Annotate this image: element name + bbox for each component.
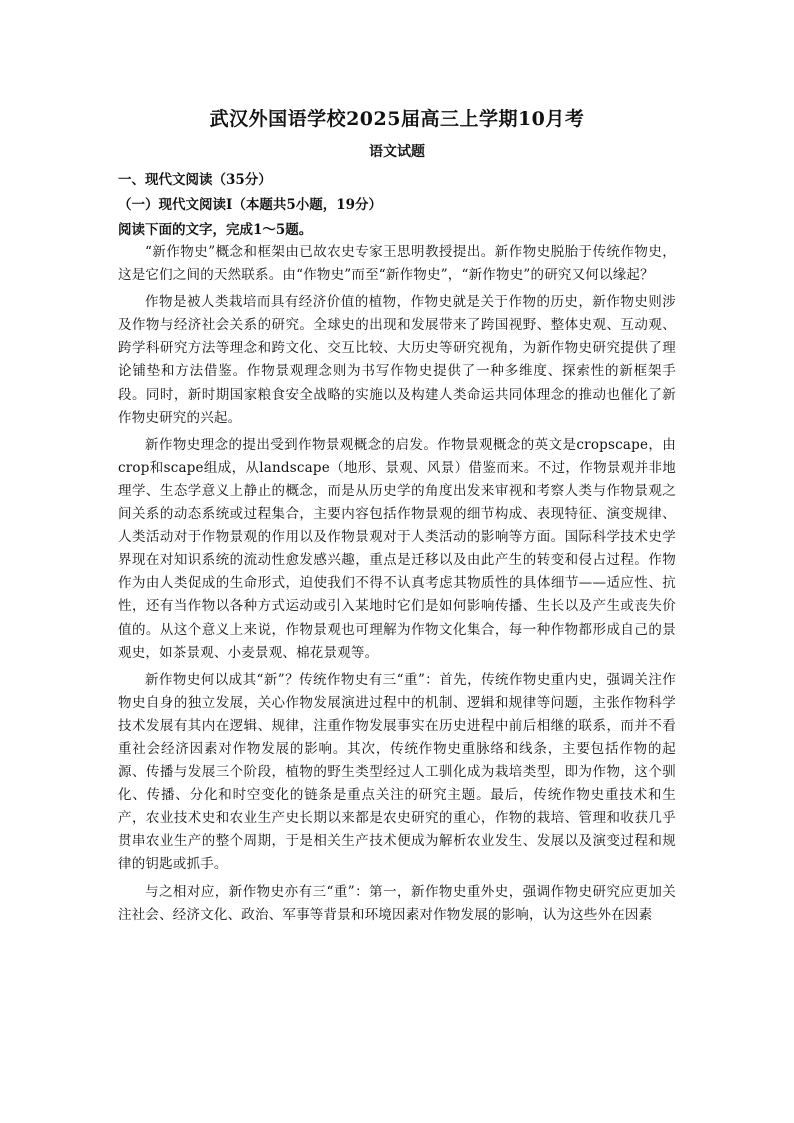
passage-paragraph: “新作物史”概念和框架由已故农史专家王思明教授提出。新作物史脱胎于传统作物史，这是它们之间的天然联系。由“作物史”而至“新作物史”，“新作物史”的研究又何以缘起？ (118, 244, 676, 284)
document-title: 武汉外国语学校2025届高三上学期10月考 (209, 108, 585, 130)
section-heading: 一、现代文阅读（35分） (118, 172, 272, 188)
passage-paragraph: 与之相对应，新作物史亦有三“重”：第一，新作物史重外史，强调作物史研究应更加关注社会、经济文化、政治、军事等背景和环境因素对作物发展的影响，认为这些外在因素 (118, 883, 676, 923)
passage-paragraph: 新作物史何以成其“新”？传统作物史有三“重”：首先，传统作物史重内史，强调关注作物史自身的独立发展，关心作物发展演进过程中的机制、逻辑和规律等问题，主张作物科学技术发展有其内在逻辑、规律，注重作物发展事实在历史进程中前后相继的联系，而并不看重社会经济因素对作物发展的影响。其次，传统作物史重脉络和线条，主要包括作物的起源、传播与发展三个阶段，植物的野生类型经过人工驯化成为栽培类型，即为作物，这个驯化、传播、分化和时空变化的链条是重点关注的研究主题。最后，传统作物史重技术和生产，农业技术史和农业生产史长期以来都是农史研究的重心，作物的栽培、管理和收获几乎贯串农业生产的整个周期，于是相关生产技术便成为解析农业发生、发展以及演变过程和规律的钥匙或抓手。 (118, 671, 676, 873)
document-subtitle: 语文试题 (369, 144, 425, 160)
reading-instruction: 阅读下面的文字，完成1～5题。 (118, 222, 313, 238)
subsection-heading: （一）现代文阅读Ⅰ（本题共5小题，19分） (118, 197, 382, 213)
passage-paragraph: 作物是被人类栽培而具有经济价值的植物，作物史就是关于作物的历史，新作物史则涉及作物与经济社会关系的研究。全球史的出现和发展带来了跨国视野、整体史观、互动观、跨学科研究方法等理念和跨文化、交互比较、大历史等研究视角，为新作物史研究提供了理论铺垫和方法借鉴。作物景观理念则为书写作物史提供了一种多维度、探索性的新框架手段。同时，新时期国家粮食安全战略的实施以及构建人类命运共同体理念的推动也催化了新作物史研究的兴起。 (118, 294, 676, 426)
passage-body (118, 241, 676, 931)
passage-paragraph: 新作物史理念的提出受到作物景观概念的启发。作物景观概念的英文是cropscape，由crop和scape组成，从landscape（地形、景观、风景）借鉴而来。不过，作物景观并非地理学、生态学意义上静止的概念，而是从历史学的角度出发来审视和考察人类与作物景观之间关系的动态系统或过程集合，主要内容包括作物景观的细节构成、表现特征、演变规律、人类活动对于作物景观的作用以及作物景观对于人类活动的影响等方面。国际科学技术史学界现在对知识系统的流动性愈发感兴趣，重点是迁移以及由此产生的转变和侵占过程。作物作为由人类促成的生命形式，迫使我们不得不认真考虑其物质性的具体细节——适应性、抗性，还有当作物以各种方式运动或引入某地时它们是如何影响传播、生长以及产生或丧失价值的。从这个意义上来说，作物景观也可理解为作物文化集合，每一种作物都形成自己的景观史，如茶景观、小麦景观、棉花景观等。 (118, 436, 676, 661)
